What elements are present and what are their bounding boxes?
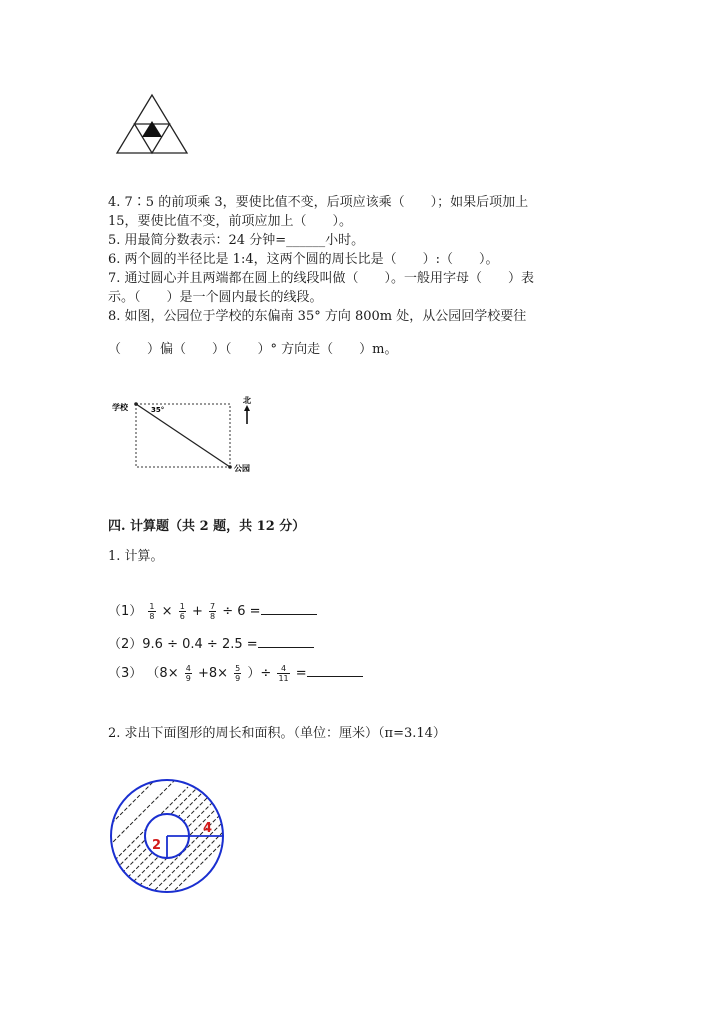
- inner-radius-label: 2: [152, 838, 162, 853]
- triangle-figure: [112, 92, 192, 158]
- question-6: 6. 两个圆的半径比是 1:4，这两个圆的周长比是（ ）:（ ）。: [108, 252, 499, 267]
- north-label: 北: [243, 396, 251, 405]
- ring-width-label: 4: [203, 821, 213, 836]
- park-point: [228, 465, 232, 469]
- calc-item-3: （3） （8× $\frac{4}{9}$ +8× $\frac{5}{9}$ ）÷ $\frac{4}{11}$ =: [108, 662, 363, 683]
- map-figure: [108, 388, 268, 478]
- calc-item-2: （2）9.6 ÷ 0.4 ÷ 2.5 =: [108, 633, 314, 652]
- calc-question-1-title: 1. 计算。: [108, 549, 164, 564]
- fraction-1-6: $\frac{1}{6}$: [179, 602, 185, 621]
- answer-blank-3: [307, 664, 363, 677]
- fraction-7-8: $\frac{7}{8}$: [209, 602, 216, 621]
- fraction-4-9: $\frac{4}{9}$: [185, 664, 191, 683]
- fraction-4-11: $\frac{4}{11}$: [278, 664, 289, 683]
- answer-blank-1: [261, 602, 317, 615]
- question-8-line-2: （ ）偏（ ）（ ）° 方向走（ ）m。: [108, 342, 398, 357]
- ring-figure: [108, 777, 233, 902]
- calc-item-1: （1） $\frac{1}{8}$ × $\frac{1}{6}$ + $\frac{7}{8}$ ÷ 6 =: [108, 600, 317, 621]
- north-arrow-head: [244, 405, 250, 411]
- fraction-5-9: $\frac{5}{9}$: [235, 664, 241, 683]
- question-5: 5. 用最简分数表示：24 分钟=______小时。: [108, 233, 365, 248]
- fraction-1-8: $\frac{1}{8}$: [149, 602, 155, 621]
- park-label: 公园: [234, 464, 250, 473]
- answer-blank-2: [258, 635, 314, 648]
- question-4-line-2: 15，要使比值不变，前项应加上（ ）。: [108, 214, 353, 229]
- question-4-line-1: 4. 7∶5 的前项乘 3，要使比值不变，后项应该乘（ ）；如果后项加上: [108, 195, 529, 210]
- section-4-heading: 四. 计算题（共 2 题，共 12 分）: [108, 519, 306, 534]
- question-7-line-1: 7. 通过圆心并且两端都在圆上的线段叫做（ ）。一般用字母（ ）表: [108, 271, 535, 286]
- angle-label: 35°: [151, 406, 165, 414]
- question-7-line-2: 示。（ ）是一个圆内最长的线段。: [108, 290, 323, 305]
- school-label: 学校: [112, 403, 128, 412]
- school-point: [134, 402, 138, 406]
- question-8-line-1: 8. 如图，公园位于学校的东偏南 35° 方向 800m 处，从公园回学校要往: [108, 309, 527, 324]
- calc-question-2-title: 2. 求出下面图形的周长和面积。（单位：厘米）（π=3.14）: [108, 726, 446, 741]
